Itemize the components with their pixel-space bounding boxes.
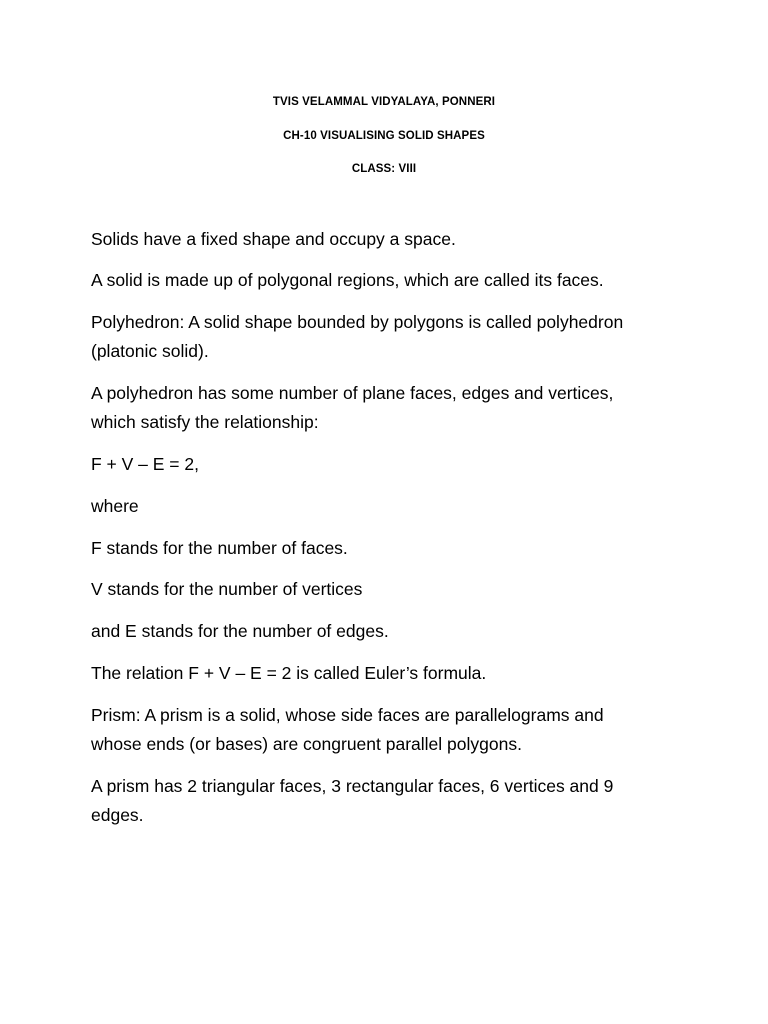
paragraph-text: where — [91, 496, 139, 516]
chapter-title-heading: CH-10 VISUALISING SOLID SHAPES — [283, 130, 485, 142]
paragraph-where — [91, 492, 691, 521]
paragraph-prism-properties — [91, 772, 651, 830]
paragraph-text: F + V – E = 2, — [91, 454, 199, 474]
paragraph-v-definition — [91, 575, 691, 604]
school-name-heading: TVIS VELAMMAL VIDYALAYA, PONNERI — [272, 96, 496, 108]
paragraph-e-definition — [91, 617, 691, 646]
paragraph-prism-definition — [91, 701, 646, 759]
paragraph-text: Prism: A prism is a solid, whose side faces are parallelograms and whose ends (or bases) are congruent parallel polygons. — [91, 705, 604, 754]
paragraph-text: A polyhedron has some number of plane faces, edges and vertices, which satisfy the relationship: — [91, 383, 614, 432]
paragraph-text: V stands for the number of vertices — [91, 579, 363, 599]
paragraph-polyhedron-definition — [91, 308, 666, 366]
paragraph-polyhedron-relationship — [91, 379, 651, 437]
class-heading: CLASS: VIII — [351, 163, 417, 175]
paragraph-text: and E stands for the number of edges. — [91, 621, 389, 641]
paragraph-euler-equation — [91, 450, 691, 479]
paragraph-f-definition — [91, 534, 691, 563]
paragraph-text: A solid is made up of polygonal regions, which are called its faces. — [91, 270, 604, 290]
paragraph-faces — [91, 266, 691, 295]
paragraph-solids-definition — [91, 225, 691, 254]
paragraph-text: Polyhedron: A solid shape bounded by polygons is called polyhedron (platonic solid). — [91, 312, 624, 361]
paragraph-euler-formula — [91, 659, 691, 688]
paragraph-text: A prism has 2 triangular faces, 3 rectangular faces, 6 vertices and 9 edges. — [91, 776, 614, 825]
paragraph-text: The relation F + V – E = 2 is called Euler’s formula. — [91, 663, 487, 683]
paragraph-text: F stands for the number of faces. — [91, 538, 348, 558]
paragraph-text: Solids have a fixed shape and occupy a space. — [91, 229, 456, 249]
